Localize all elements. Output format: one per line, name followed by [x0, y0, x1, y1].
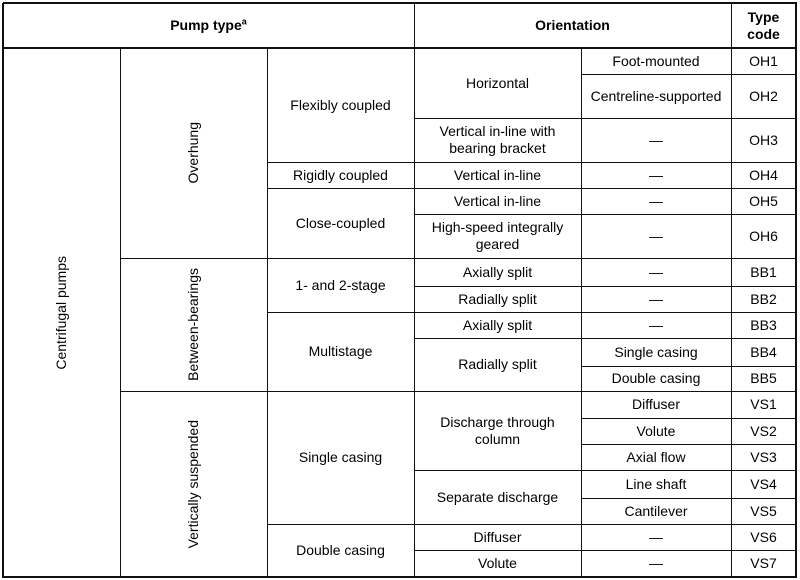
orientation-cell-12	[414, 550, 581, 577]
orientation-cell-9-text: Discharge through column	[440, 413, 555, 447]
detail-cell-0	[581, 48, 731, 74]
orientation-cell-6	[414, 286, 581, 312]
group-between-bearings	[120, 258, 267, 391]
orientation-cell-10	[414, 470, 581, 524]
type-code-7	[731, 286, 796, 312]
grid-line	[581, 418, 797, 419]
orientation-cell-2-text: Vertical in-line	[453, 166, 542, 183]
subgroup-double-casing	[267, 524, 414, 577]
detail-cell-14-text: Line shaft	[625, 475, 687, 492]
grid-line	[731, 3, 732, 49]
detail-cell-11-text: Diffuser	[632, 396, 680, 412]
type-code-9	[731, 338, 796, 366]
type-code-4-text: OH5	[749, 192, 778, 209]
grid-line	[267, 162, 797, 163]
type-code-0	[731, 48, 796, 74]
family-centrifugal	[3, 48, 120, 577]
detail-cell-5	[581, 214, 731, 258]
grid-line	[120, 48, 121, 578]
detail-cell-0-text: Foot-mounted	[612, 52, 700, 69]
detail-cell-8	[581, 312, 731, 338]
header-type-code-line2: code	[747, 25, 780, 42]
orientation-cell-7	[414, 312, 581, 338]
orientation-cell-4	[414, 214, 581, 258]
orientation-cell-8	[414, 338, 581, 391]
grid-line	[267, 188, 797, 189]
grid-line	[414, 214, 797, 215]
type-code-4	[731, 188, 796, 214]
grid-line	[3, 2, 797, 4]
type-code-13	[731, 444, 796, 470]
type-code-1	[731, 74, 796, 118]
grid-line	[3, 47, 797, 49]
type-code-15-text: VS5	[750, 502, 777, 519]
detail-cell-3-text: —	[649, 166, 663, 183]
detail-cell-17	[581, 550, 731, 577]
detail-cell-4	[581, 188, 731, 214]
orientation-cell-7-text: Axially split	[462, 316, 533, 333]
detail-cell-2	[581, 118, 731, 162]
group-vertically-suspended	[120, 391, 267, 577]
type-code-12-text: VS2	[750, 422, 777, 439]
orientation-cell-10-text: Separate discharge	[436, 488, 559, 505]
subgroup-flexibly-coupled	[267, 48, 414, 162]
detail-cell-15-text: Cantilever	[624, 502, 688, 519]
detail-cell-4-text: —	[649, 192, 663, 209]
subgroup-flexibly-coupled-text: Flexibly coupled	[290, 96, 391, 113]
type-code-2-text: OH3	[749, 131, 778, 148]
grid-line	[120, 258, 797, 259]
type-code-10-text: BB5	[750, 370, 777, 386]
type-code-8-text: BB3	[750, 316, 777, 333]
type-code-16-text: VS6	[750, 528, 777, 545]
group-vertically-suspended-text: Vertically suspended	[185, 419, 201, 549]
type-code-6	[731, 258, 796, 286]
orientation-cell-5-text: Axially split	[462, 263, 533, 280]
type-code-14	[731, 470, 796, 498]
grid-line	[2, 3, 4, 578]
subgroup-rigidly-coupled-text: Rigidly coupled	[293, 166, 388, 183]
detail-cell-11	[581, 391, 731, 418]
family-centrifugal-text: Centrifugal pumps	[53, 255, 69, 370]
subgroup-1-2-stage-text: 1- and 2-stage	[295, 276, 386, 293]
grid-line	[414, 338, 797, 339]
type-code-12	[731, 418, 796, 444]
grid-line	[267, 312, 797, 313]
header-type-code-text: Type	[747, 8, 780, 25]
detail-cell-17-text: —	[649, 555, 663, 571]
orientation-cell-12-text: Volute	[478, 555, 517, 571]
grid-line	[581, 366, 797, 367]
orientation-cell-3	[414, 188, 581, 214]
detail-cell-7	[581, 286, 731, 312]
detail-cell-13	[581, 444, 731, 470]
grid-line	[414, 286, 797, 287]
orientation-cell-9	[414, 391, 581, 470]
subgroup-multistage-text: Multistage	[308, 343, 373, 359]
detail-cell-6-text: —	[649, 263, 663, 280]
type-code-16	[731, 524, 796, 550]
type-code-6-text: BB1	[750, 263, 777, 280]
detail-cell-5-text: —	[649, 227, 663, 244]
header-pump-type	[3, 3, 414, 48]
footnote-marker: a	[241, 16, 247, 27]
subgroup-1-2-stage	[267, 258, 414, 312]
subgroup-rigidly-coupled	[267, 162, 414, 188]
orientation-cell-6-text: Radially split	[458, 290, 537, 307]
orientation-cell-3-text: Vertical in-line	[453, 192, 542, 209]
grid-line	[3, 576, 797, 578]
orientation-cell-1	[414, 118, 581, 162]
detail-cell-6	[581, 258, 731, 286]
detail-cell-14	[581, 470, 731, 498]
subgroup-double-casing-text: Double casing	[296, 542, 385, 558]
type-code-7-text: BB2	[750, 290, 777, 307]
orientation-cell-11-text: Diffuser	[473, 528, 522, 545]
type-code-11	[731, 391, 796, 418]
grid-line	[414, 118, 797, 119]
grid-line	[414, 470, 797, 471]
grid-line	[581, 74, 797, 75]
detail-cell-1-text: Centreline-supported	[590, 87, 722, 104]
grid-line	[414, 3, 415, 49]
header-type-code	[731, 3, 796, 48]
orientation-cell-8-text: Radially split	[458, 356, 537, 372]
detail-cell-13-text: Axial flow	[626, 448, 686, 465]
header-orientation-text: Orientation	[535, 17, 610, 33]
subgroup-close-coupled	[267, 188, 414, 258]
detail-cell-9-text: Single casing	[614, 343, 698, 360]
subgroup-single-casing	[267, 391, 414, 524]
orientation-cell-0-text: Horizontal	[465, 74, 530, 91]
detail-cell-9	[581, 338, 731, 366]
type-code-1-text: OH2	[749, 87, 778, 104]
grid-line	[581, 444, 797, 445]
group-overhung	[120, 48, 267, 258]
grid-line	[267, 524, 797, 525]
orientation-cell-4-text: High-speed integrally geared	[431, 219, 564, 252]
type-code-3-text: OH4	[749, 166, 778, 183]
orientation-cell-11	[414, 524, 581, 550]
type-code-13-text: VS3	[750, 448, 777, 465]
group-overhung-text: Overhung	[185, 122, 201, 184]
orientation-cell-2	[414, 162, 581, 188]
detail-cell-10	[581, 366, 731, 391]
orientation-cell-5	[414, 258, 581, 286]
detail-cell-7-text: —	[649, 290, 663, 307]
detail-cell-16	[581, 524, 731, 550]
type-code-14-text: VS4	[750, 475, 777, 492]
type-code-17-text: VS7	[750, 555, 777, 571]
type-code-10	[731, 366, 796, 391]
grid-line	[581, 498, 797, 499]
subgroup-multistage	[267, 312, 414, 391]
type-code-8	[731, 312, 796, 338]
detail-cell-2-text: —	[649, 131, 663, 148]
detail-cell-12-text: Volute	[636, 422, 676, 439]
header-pump-type-text: Pump type$^a$	[170, 16, 247, 33]
detail-cell-15	[581, 498, 731, 524]
type-code-5-text: OH6	[749, 227, 778, 244]
detail-cell-1	[581, 74, 731, 118]
header-orientation	[414, 3, 731, 48]
detail-cell-3	[581, 162, 731, 188]
type-code-17	[731, 550, 796, 577]
group-between-bearings-text: Between-bearings	[185, 268, 201, 381]
detail-cell-16-text: —	[649, 528, 663, 545]
type-code-5	[731, 214, 796, 258]
subgroup-single-casing-text: Single casing	[298, 449, 383, 465]
grid-line	[267, 48, 268, 578]
grid-line	[795, 3, 797, 578]
orientation-cell-0	[414, 48, 581, 118]
type-code-2	[731, 118, 796, 162]
detail-cell-10-text: Double casing	[611, 370, 701, 386]
type-code-0-text: OH1	[749, 52, 778, 69]
grid-line	[414, 48, 415, 578]
type-code-15	[731, 498, 796, 524]
grid-line	[414, 550, 797, 551]
type-code-9-text: BB4	[750, 343, 777, 360]
subgroup-close-coupled-text: Close-coupled	[295, 214, 386, 231]
grid-line	[120, 391, 797, 392]
detail-cell-8-text: —	[649, 316, 663, 333]
type-code-11-text: VS1	[750, 396, 777, 412]
detail-cell-12	[581, 418, 731, 444]
type-code-3	[731, 162, 796, 188]
orientation-cell-1-text: Vertical in-line with bearing bracket	[439, 123, 556, 156]
